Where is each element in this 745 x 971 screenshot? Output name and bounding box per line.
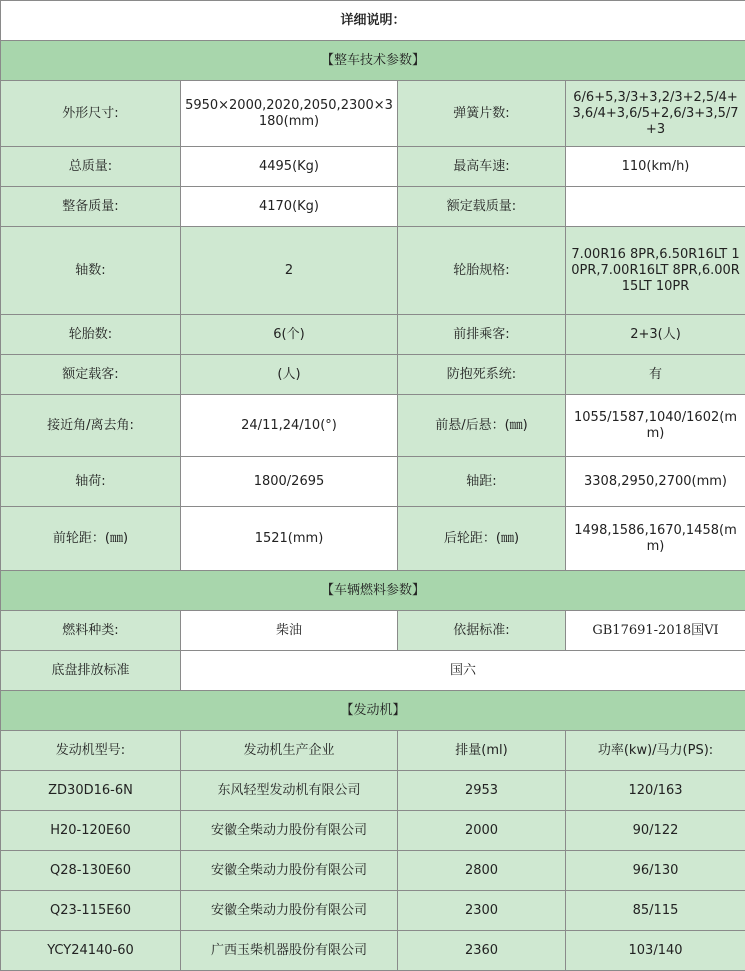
table-row: [1, 355, 745, 395]
label-max-speed: 最高车速:: [398, 147, 566, 187]
value-axle-count: 2: [181, 227, 398, 315]
value-fuel-type: 柴油: [181, 611, 398, 651]
section-fuel-header: 【车辆燃料参数】: [1, 571, 745, 611]
engine-power: 120/163: [566, 771, 745, 811]
engine-displacement: 2800: [398, 851, 566, 891]
label-front-passengers: 前排乘客:: [398, 315, 566, 355]
value-standard: GB17691-2018国VI: [566, 611, 745, 651]
section-engine-header: 【发动机】: [1, 691, 745, 731]
value-overhang: 1055/1587,1040/1602(mm): [566, 395, 745, 457]
label-fuel-type: 燃料种类:: [1, 611, 181, 651]
engine-header-row: [1, 731, 745, 771]
table-row: [1, 227, 745, 315]
header-engine-model: 发动机型号:: [1, 731, 181, 771]
value-dimensions: 5950×2000,2020,2050,2300×3180(mm): [181, 81, 398, 147]
header-power: 功率(kw)/马力(PS):: [566, 731, 745, 771]
label-gross-mass: 总质量:: [1, 147, 181, 187]
value-rated-load: [566, 187, 745, 227]
label-axle-load: 轴荷:: [1, 457, 181, 507]
table-row: [1, 611, 745, 651]
engine-power: 90/122: [566, 811, 745, 851]
table-row: [1, 147, 745, 187]
table-row: [1, 81, 745, 147]
value-abs: 有: [566, 355, 745, 395]
label-standard: 依据标准:: [398, 611, 566, 651]
table-row: [1, 811, 745, 851]
label-dimensions: 外形尺寸:: [1, 81, 181, 147]
engine-model: ZD30D16-6N: [1, 771, 181, 811]
label-axle-count: 轴数:: [1, 227, 181, 315]
value-rated-passengers: (人): [181, 355, 398, 395]
engine-power: 96/130: [566, 851, 745, 891]
table-row: [1, 315, 745, 355]
table-row: [1, 851, 745, 891]
engine-displacement: 2000: [398, 811, 566, 851]
header-displacement: 排量(ml): [398, 731, 566, 771]
table-row: [1, 891, 745, 931]
section-row: [1, 571, 745, 611]
table-row: [1, 651, 745, 691]
engine-maker: 安徽全柴动力股份有限公司: [181, 811, 398, 851]
value-curb-mass: 4170(Kg): [181, 187, 398, 227]
label-emission-standard: 底盘排放标准: [1, 651, 181, 691]
engine-model: YCY24140-60: [1, 931, 181, 971]
table-row: [1, 187, 745, 227]
engine-maker: 安徽全柴动力股份有限公司: [181, 891, 398, 931]
label-tire-spec: 轮胎规格:: [398, 227, 566, 315]
label-wheelbase: 轴距:: [398, 457, 566, 507]
label-approach-departure-angle: 接近角/离去角:: [1, 395, 181, 457]
label-rated-load: 额定载质量:: [398, 187, 566, 227]
value-tire-spec: 7.00R16 8PR,6.50R16LT 10PR,7.00R16LT 8PR,6.00R15LT 10PR: [566, 227, 745, 315]
table-row: [1, 395, 745, 457]
value-front-track: 1521(mm): [181, 507, 398, 571]
value-rear-track: 1498,1586,1670,1458(mm): [566, 507, 745, 571]
label-spring-count: 弹簧片数:: [398, 81, 566, 147]
title-row: [1, 1, 745, 41]
table-row: [1, 507, 745, 571]
value-gross-mass: 4495(Kg): [181, 147, 398, 187]
engine-displacement: 2953: [398, 771, 566, 811]
label-front-track: 前轮距：(㎜): [1, 507, 181, 571]
table-row: [1, 771, 745, 811]
engine-power: 85/115: [566, 891, 745, 931]
label-abs: 防抱死系统:: [398, 355, 566, 395]
label-overhang: 前悬/后悬：(㎜): [398, 395, 566, 457]
label-rear-track: 后轮距：(㎜): [398, 507, 566, 571]
engine-model: H20-120E60: [1, 811, 181, 851]
value-approach-departure-angle: 24/11,24/10(°): [181, 395, 398, 457]
section-row: [1, 691, 745, 731]
value-spring-count: 6/6+5,3/3+3,2/3+2,5/4+3,6/4+3,6/5+2,6/3+3,5/7+3: [566, 81, 745, 147]
engine-displacement: 2360: [398, 931, 566, 971]
value-axle-load: 1800/2695: [181, 457, 398, 507]
value-max-speed: 110(km/h): [566, 147, 745, 187]
engine-maker: 东风轻型发动机有限公司: [181, 771, 398, 811]
value-front-passengers: 2+3(人): [566, 315, 745, 355]
value-tire-count: 6(个): [181, 315, 398, 355]
value-emission-standard: 国六: [181, 651, 745, 691]
engine-displacement: 2300: [398, 891, 566, 931]
table-row: [1, 931, 745, 971]
section-row: [1, 41, 745, 81]
label-tire-count: 轮胎数:: [1, 315, 181, 355]
header-engine-maker: 发动机生产企业: [181, 731, 398, 771]
engine-power: 103/140: [566, 931, 745, 971]
engine-model: Q23-115E60: [1, 891, 181, 931]
page-title: 详细说明：: [1, 1, 745, 41]
value-wheelbase: 3308,2950,2700(mm): [566, 457, 745, 507]
engine-maker: 广西玉柴机器股份有限公司: [181, 931, 398, 971]
section-vehicle-header: 【整车技术参数】: [1, 41, 745, 81]
table-row: [1, 457, 745, 507]
engine-maker: 安徽全柴动力股份有限公司: [181, 851, 398, 891]
label-curb-mass: 整备质量:: [1, 187, 181, 227]
label-rated-passengers: 额定载客:: [1, 355, 181, 395]
engine-model: Q28-130E60: [1, 851, 181, 891]
